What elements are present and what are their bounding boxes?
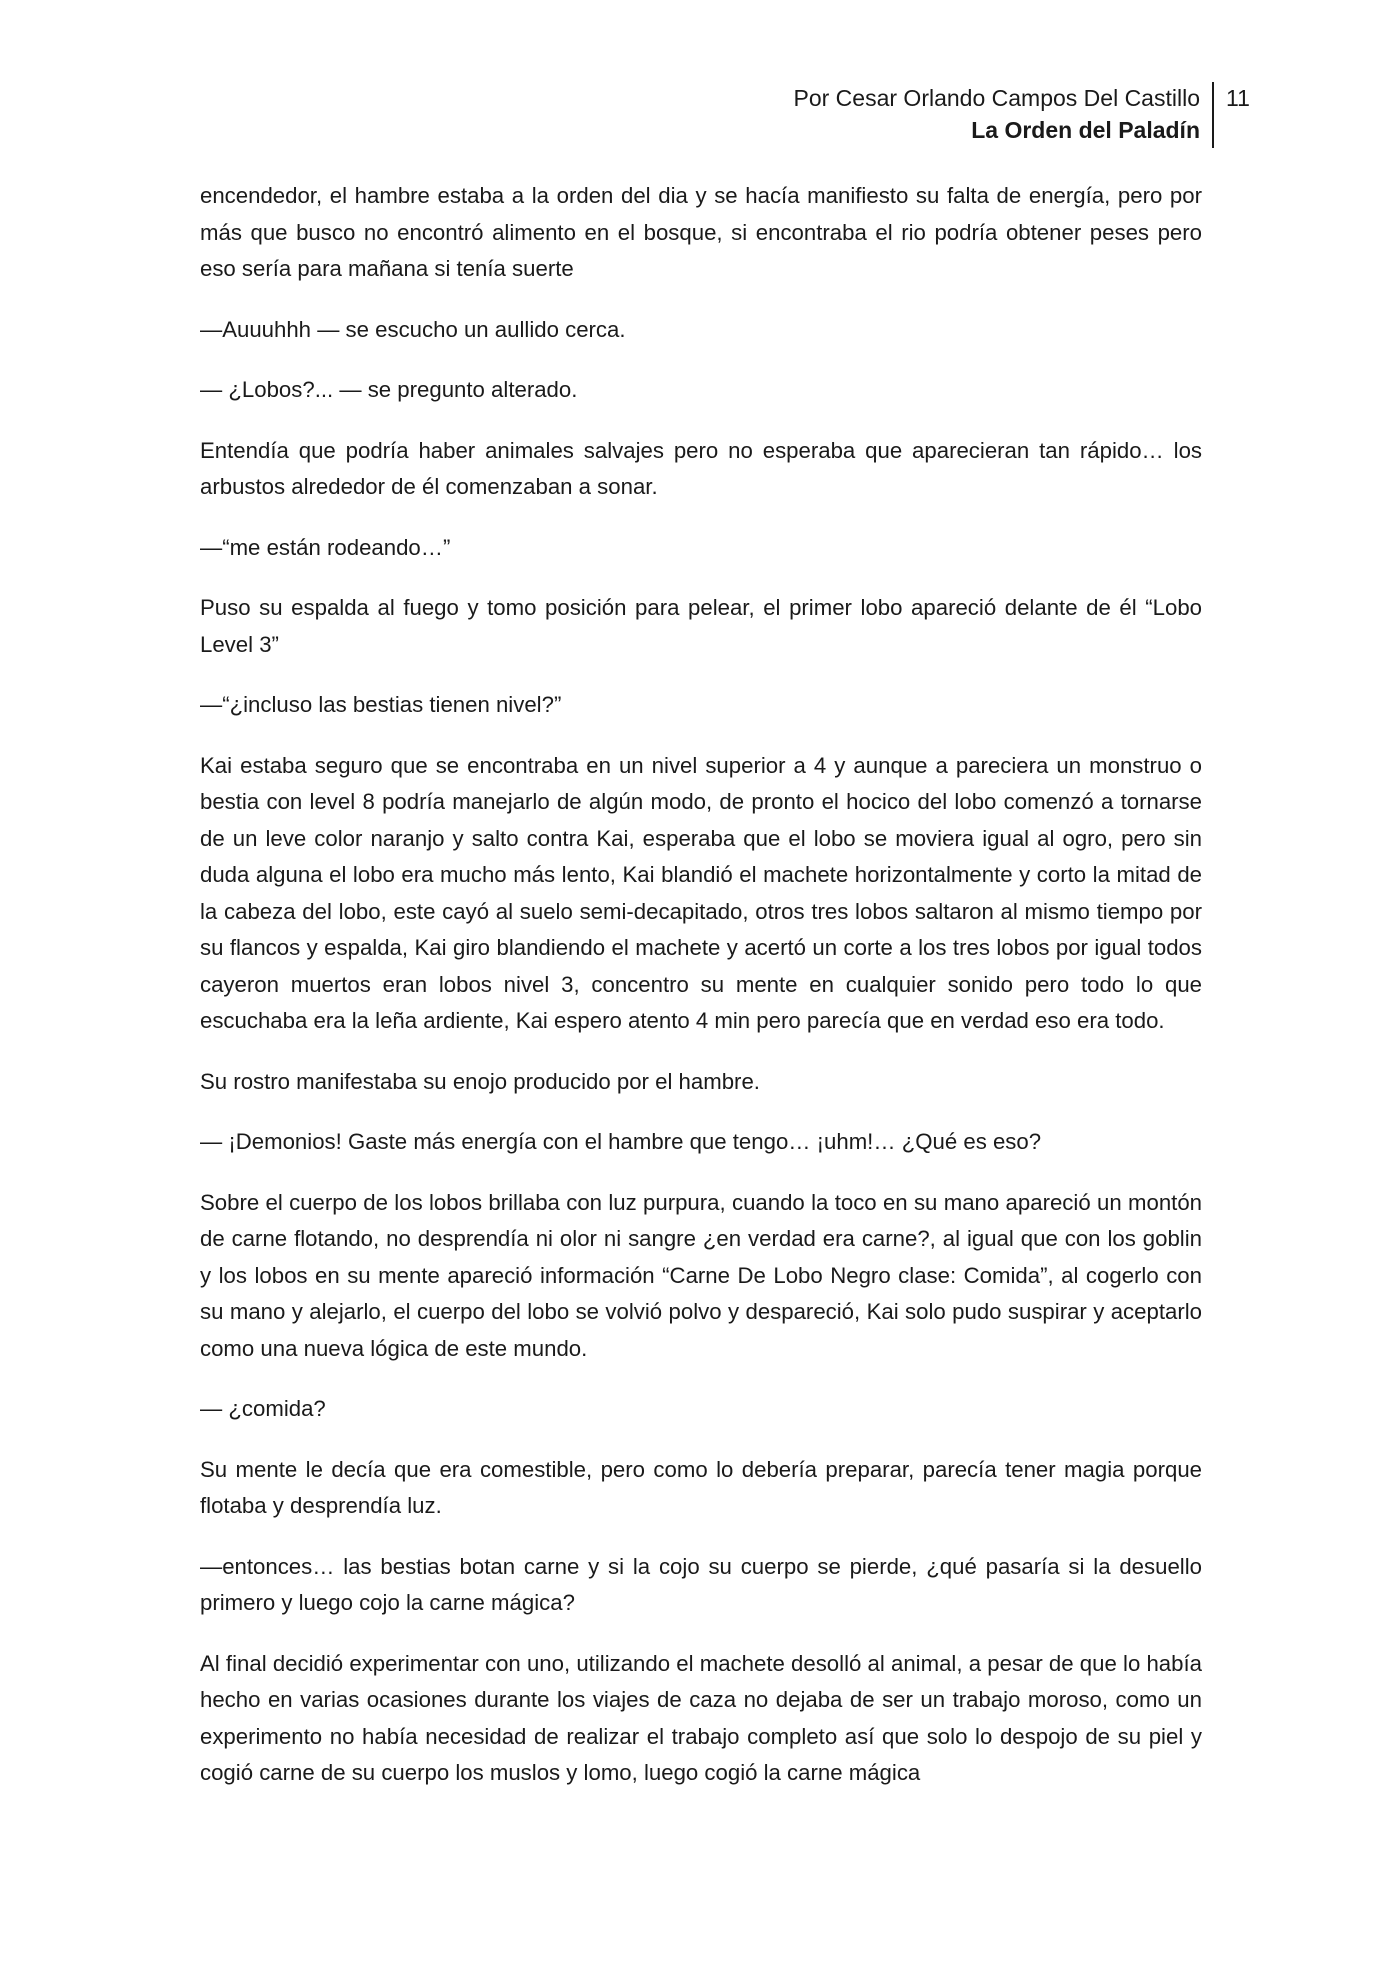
paragraph: Su mente le decía que era comestible, pero como lo debería preparar, parecía tener magia porque flotaba y desprendía luz. [200, 1456, 1202, 1518]
paragraph: — ¡Demonios! Gaste más energía con el hambre que tengo… ¡uhm!… ¿Qué es eso? [200, 1129, 1042, 1154]
page-number: 11 [1226, 85, 1250, 111]
header-author: Por Cesar Orlando Campos Del Castillo [793, 85, 1200, 111]
paragraph: — ¿Lobos?... — se pregunto alterado. [200, 377, 578, 402]
paragraph: — ¿comida? [200, 1396, 326, 1421]
paragraph: Kai estaba seguro que se encontraba en un nivel superior a 4 y aunque a pareciera un monstruo o bestia con level 8 podría manejarlo de algún modo, de pronto el hocico del lobo comenzó a tornarse de un leve color naranjo y salto contra Kai, esperaba que el lobo se moviera igual al ogro, pero sin duda alguna el lobo era mucho más lento, Kai blandió el machete horizontalmente y corto la mitad de la cabeza del lobo, este cayó al suelo semi-decapitado, otros tres lobos saltaron al mismo tiempo por su flancos y espalda, Kai giro blandiendo el machete y acertó un corte a los tres lobos por igual todos cayeron muertos eran lobos nivel 3, concentro su mente en cualquier sonido pero todo lo que escuchaba era la leña ardiente, Kai espero atento 4 min pero parecía que en verdad eso era todo. [200, 752, 1202, 1033]
page-header [0, 82, 1400, 152]
paragraph: —“¿incluso las bestias tienen nivel?” [200, 692, 562, 717]
header-divider [1212, 82, 1214, 148]
paragraph: —Auuuhhh — se escucho un aullido cerca. [200, 316, 626, 342]
paragraph: —entonces… las bestias botan carne y si la cojo su cuerpo se pierde, ¿qué pasaría si la desuello primero y luego cojo la carne mágica? [200, 1553, 1202, 1615]
header-book-title: La Orden del Paladín [971, 117, 1200, 143]
header-text-block [794, 82, 1201, 146]
paragraph: Sobre el cuerpo de los lobos brillaba con luz purpura, cuando la toco en su mano apareció un montón de carne flotando, no desprendía ni olor ni sangre ¿en verdad era carne?, al igual que con los goblin y los lobos en su mente apareció información “Carne De Lobo Negro clase: Comida”, al cogerlo con su mano y alejarlo, el cuerpo del lobo se volvió polvo y despareció, Kai solo pudo suspirar y aceptarlo como una nueva lógica de este mundo. [200, 1189, 1202, 1361]
paragraph: Puso su espalda al fuego y tomo posición para pelear, el primer lobo apareció delante de él “Lobo Level 3” [200, 595, 1202, 657]
paragraph: Su rostro manifestaba su enojo producido por el hambre. [200, 1068, 760, 1094]
body-text [200, 178, 1202, 1816]
paragraph: encendedor, el hambre estaba a la orden del dia y se hacía manifiesto su falta de energía, pero por más que busco no encontró alimento en el bosque, si encontraba el rio podría obtener peses pero eso sería para mañana si tenía suerte [200, 183, 1202, 281]
paragraph: Entendía que podría haber animales salvajes pero no esperaba que aparecieran tan rápido… los arbustos alrededor de él comenzaban a sonar. [200, 437, 1202, 499]
paragraph: Al final decidió experimentar con uno, utilizando el machete desolló al animal, a pesar de que lo había hecho en varias ocasiones durante los viajes de caza no dejaba de ser un trabajo moroso, como un experimento no había necesidad de realizar el trabajo completo así que solo lo despojo de su piel y cogió carne de su cuerpo los muslos y lomo, luego cogió la carne mágica [200, 1650, 1202, 1785]
paragraph: —“me están rodeando…” [200, 534, 451, 560]
